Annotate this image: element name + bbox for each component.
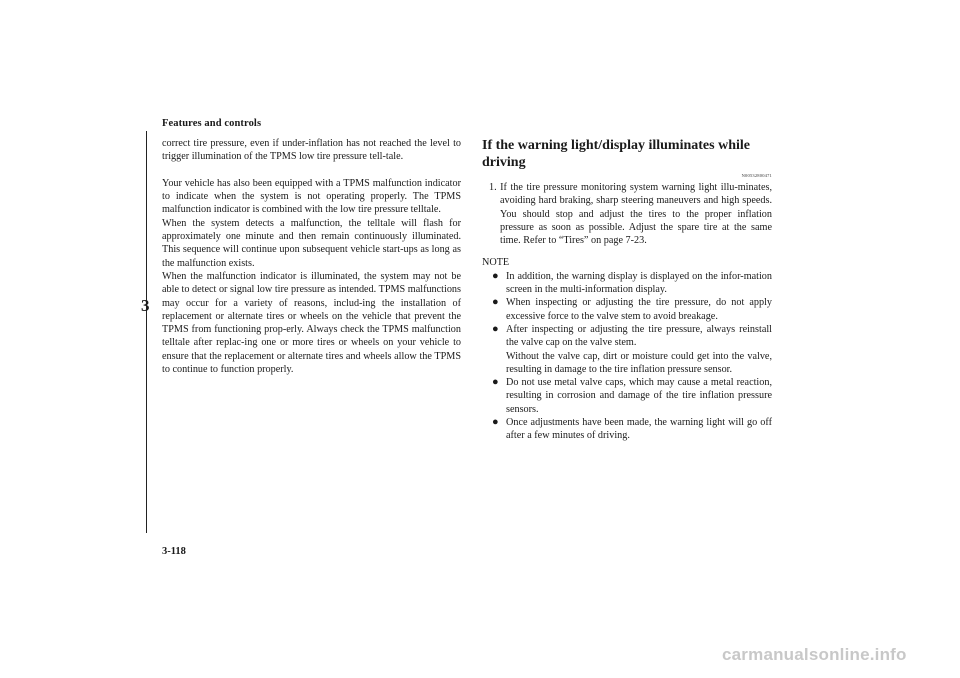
list-item xyxy=(482,323,772,376)
section-title: Features and controls xyxy=(162,118,262,129)
paragraph: When the malfunction indicator is illuminated, the system may not be able to detect or signal low tire pressure as intended. TPMS malfunctions may occur for a variety of reasons, includ-ing the installation of replacement or alternate tires or wheels on the vehicle that prevent the TPMS from functioning prop-erly. Always check the TPMS malfunction telltale after replac-ing one or more tires or wheels on your vehicle to ensure that the replacement or alternate tires and wheels allow the TPMS to continue to function properly. xyxy=(162,270,461,376)
section-heading: If the warning light/display illuminates while driving xyxy=(482,138,750,170)
note-text: Once adjustments have been made, the warning light will go off after a few minutes of driving. xyxy=(506,417,772,442)
list-item xyxy=(482,270,772,297)
note-list xyxy=(482,270,772,443)
chapter-tab xyxy=(114,131,147,533)
note-text: Do not use metal valve caps, which may cause a metal reaction, resulting in corrosion and damage of the tire inflation pressure sensors. xyxy=(506,377,772,415)
paragraph: correct tire pressure, even if under-inflation has not reached the level to trigger illumination of the TPMS low tire pressure tell-tale. xyxy=(162,138,461,163)
paragraph: When the system detects a malfunction, the telltale will flash for approximately one minute and then remain continuously illuminated. This sequence will continue upon subsequent vehicle start-ups as long as the malfunction exists. xyxy=(162,217,461,269)
note-text: After inspecting or adjusting the tire pressure, always reinstall the valve cap on the valve stem. xyxy=(506,323,772,349)
list-item xyxy=(482,416,772,443)
paragraph: Your vehicle has also been equipped with a TPMS malfunction indicator to indicate when the system is not operating properly. The TPMS malfunction indicator is combined with the low tire pressure telltale. xyxy=(162,177,461,216)
note-label: NOTE xyxy=(482,257,510,269)
watermark: carmanualsonline.info xyxy=(722,645,907,664)
reference-code: N00532800471 xyxy=(741,173,772,178)
list-item xyxy=(482,296,772,323)
right-column xyxy=(482,137,772,443)
note-text: In addition, the warning display is displayed on the infor-mation screen in the multi-information display. xyxy=(506,270,772,296)
step-1: 1. If the tire pressure monitoring system warning light illu-minates, avoiding hard braking, sharp steering maneuvers and high speeds. You should stop and adjust the tires to the proper inflation pressure as soon as possible. Adjust the spare tire at the same time. Refer to “Tires” on page 7-23. xyxy=(489,182,772,247)
chapter-number: 3 xyxy=(141,296,150,315)
bullet-icon: ● xyxy=(492,416,499,429)
bullet-icon: ● xyxy=(492,269,499,282)
bullet-icon: ● xyxy=(492,376,499,389)
note-continuation: Without the valve cap, dirt or moisture could get into the valve, resulting in damage to the tire inflation pressure sensor. xyxy=(506,350,772,375)
bullet-icon: ● xyxy=(492,296,499,309)
left-column xyxy=(162,137,461,376)
note-text: When inspecting or adjusting the tire pressure, do not apply excessive force to the valve stem to avoid breakage. xyxy=(506,297,772,322)
list-item xyxy=(482,376,772,416)
page-number: 3-118 xyxy=(162,546,186,557)
bullet-icon: ● xyxy=(492,322,499,335)
